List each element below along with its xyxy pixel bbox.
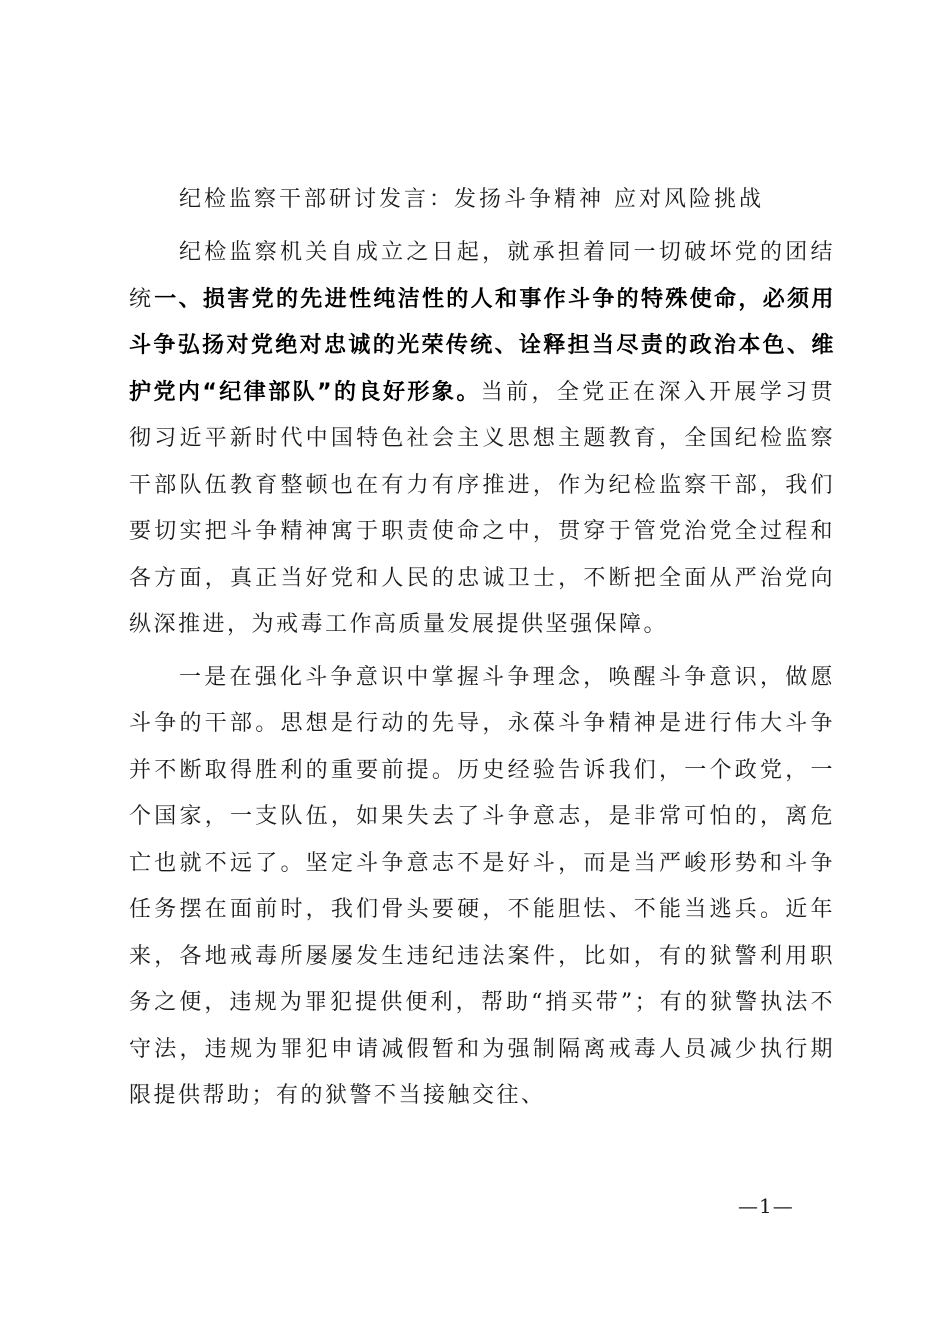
paragraph-1-lead: 纪检监察机关自成立之日起，就承担着同一切破坏党的团结统	[129, 240, 835, 312]
paragraph-2: 一是在强化斗争意识中掌握斗争理念，唤醒斗争意识，做愿斗争的干部。思想是行动的先导，永葆斗争精神是进行伟大斗争并不断取得胜利的重要前提。历史经验告诉我们，一个政党，一个国家，一支队伍，如果失去了斗争意志，是非常可怕的，离危亡也就不远了。坚定斗争意志不是好斗，而是当严峻形势和斗争任务摆在面前时，我们骨头要硬，不能胆怯、不能当逃兵。近年来，各地戒毒所屡屡发生违纪违法案件，比如，有的狱警利用职务之便，违规为罪犯提供便利，帮助“捎买带”；有的狱警执法不守法，违规为罪犯申请减假暂和为强制隔离戒毒人员减少执行期限提供帮助；有的狱警不当接触交往、	[129, 664, 835, 1108]
paragraph-1	[129, 230, 835, 649]
paragraph-1-bold-heading: 一、损害党的先进性纯洁性的人和事作斗争的特殊使命，必须用斗争弘扬对党绝对忠诚的光荣传统、诠释担当尽责的政治本色、维护党内“纪律部队”的良好形象。	[129, 286, 835, 405]
document-body	[129, 170, 835, 1120]
paragraph-1-tail: 当前，全党正在深入开展学习贯彻习近平新时代中国特色社会主义思想主题教育，全国纪检监察干部队伍教育整顿也在有力有序推进，作为纪检监察干部，我们要切实把斗争精神寓于职责使命之中，贯穿于管党治党全过程和各方面，真正当好党和人民的忠诚卫士，不断把全面从严治党向纵深推进，为戒毒工作高质量发展提供坚强保障。	[129, 379, 835, 637]
document-title: 纪检监察干部研讨发言：发扬斗争精神 应对风险挑战	[179, 187, 764, 212]
page-number: —1—	[738, 1194, 794, 1218]
